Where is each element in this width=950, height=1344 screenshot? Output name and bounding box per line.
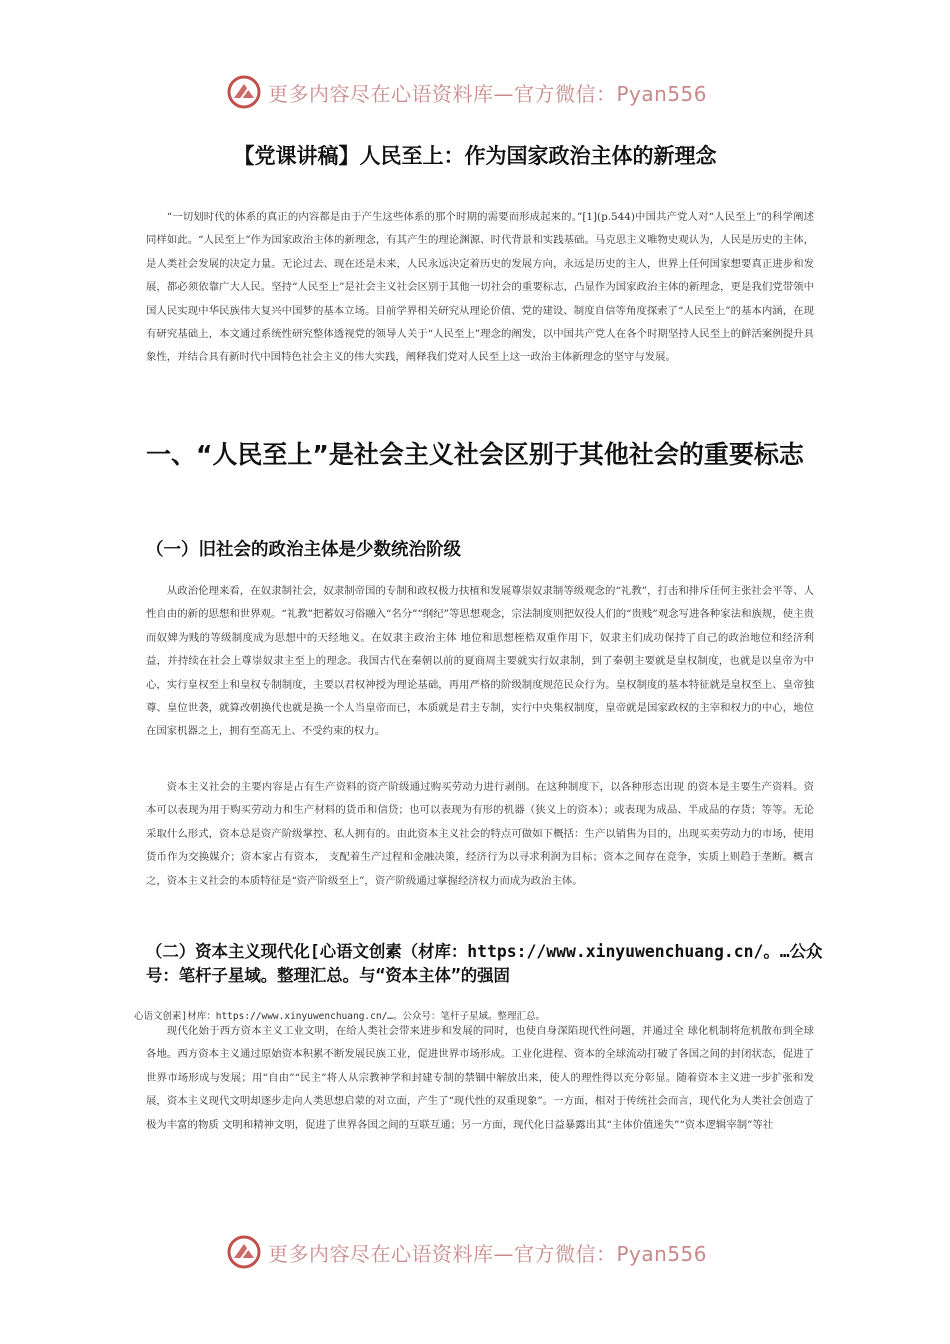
- watermark-note: 心语文创素]材库：https://www.xinyuwenchuang.cn/…。公众号：笔杆子星域。整理汇总。: [134, 1011, 546, 1022]
- subsection-1-paragraph-1: 从政治伦理来看，在奴隶制社会，奴隶制帝国的专制和政权极力扶植和发展尊崇奴隶制等级观念的“礼教”，打击和排斥任何主张社会平等、人性自由的新的思想和世界观。“礼教”把蓄奴习俗融入“名分”“纲纪”等思想观念，宗法制度则把奴役人们的“贵贱”观念写进各种家法和族规，使主贵而奴婢为贱的等级制度成为思想中的天经地义。在奴隶主政治主体 地位和思想桎梏双重作用下，奴隶主们成功保持了自己的政治地位和经济利益，并持续在社会上尊崇奴隶主至上的理念。我国古代在秦朝以前的夏商周主要就实行奴隶制，到了秦朝主要就是皇权制度，也就是以皇帝为中心，实行皇权至上和皇权专制制度，主要以君权神授为理论基础，再用严格的阶级制度规范民众行为。皇权制度的基本特征就是皇权至上、皇帝独尊、皇位世袭，就算改朝换代也就是换一个人当皇帝而已，本质就是君主专制，实行中央集权制度，皇帝就是国家政权的主宰和权力的中心，地位在国家机器之上，拥有至高无上、不受约束的权力。: [146, 585, 814, 738]
- book-pen-logo-icon: [226, 1234, 262, 1270]
- intro-paragraph: “一切划时代的体系的真正的内容都是由于产生这些体系的那个时期的需要而形成起来的。”[1](p.544)中国共产党人对“人民至上”的科学阐述同样如此。“人民至上”作为国家政治主体的新理念，有其产生的理论渊源、时代背景和实践基础。马克思主义唯物史观认为，人民是历史的主体，是人类社会发展的决定力量。无论过去、现在还是未来，人民永远决定着历史的发展方向，永远是历史的主人，世界上任何国家想要真正进步和发展，都必须依靠广大人民。坚持“人民至上”是社会主义社会区别于其他一切社会的重要标志，凸显作为国家政治主体的新理念，更是我们党带领中国人民实现中华民族伟大复兴中国梦的基本立场。目前学界相关研究从理论价值、党的建设、制度自信等角度探索了“人民至上”的基本内涵，在现有研究基础上，本文通过系统性研究整体透视党的领导人关于“人民至上”理念的阐发，以中国共产党人在各个时期坚持人民至上的鲜活案例提升具象性，并结合具有新时代中国特色社会主义的伟大实践，阐释我们党对人民至上这一政治主体新理念的坚守与发展。: [146, 211, 814, 364]
- subsection-1-paragraph-2: 资本主义社会的主要内容是占有生产资料的资产阶级通过购买劳动力进行剥削。在这种制度下，以各种形态出现 的资本是主要生产资料。资本可以表现为用于购买劳动力和生产材料的货币和信贷；也可以表现为有形的机器（狭义上的资本）；或表现为成品、半成品的存货；等等。无论采取什么形式，资本总是资产阶级掌控、私人拥有的。由此资本主义社会的特点可做如下概括：生产以销售为目的，出现买卖劳动力的市场，使用货币作为交换媒介；资本家占有资本， 支配着生产过程和金融决策，经济行为以寻求利润为目标；资本之间存在竞争，实质上则趋于垄断。概言之，资本主义社会的本质特征是“资产阶级至上”，资产阶级通过掌握经济权力而成为政治主体。: [146, 781, 814, 887]
- subsection-2-heading: （二）资本主义现代化[心语文创素（材库：https://www.xinyuwenchuang.cn/。…公众号：笔杆子星域。整理汇总。与“资本主体”的强固: [146, 942, 823, 985]
- footer-banner-text: 更多内容尽在心语资料库—官方微信：Pyan556: [268, 1241, 708, 1266]
- header-banner: [226, 72, 726, 112]
- subsection-1-heading: （一）旧社会的政治主体是少数统治阶级: [146, 540, 461, 560]
- section-1-heading: 一、“人民至上”是社会主义社会区别于其他社会的重要标志: [146, 440, 804, 469]
- book-pen-logo-icon: [226, 74, 262, 110]
- document-title: 【党课讲稿】人民至上：作为国家政治主体的新理念: [233, 144, 717, 168]
- subsection-2-paragraph: 现代化始于西方资本主义工业文明，在给人类社会带来进步和发展的同时，也使自身深陷现代性问题，并通过全 球化机制将危机散布到全球各地。西方资本主义通过原始资本积累不断发展民族工业，促进世界市场形成。工业化进程、资本的全球流动打破了各国之间的封闭状态，促进了世界市场形成与发展；用“自由”“民主”将人从宗教神学和封建专制的禁锢中解放出来，使人的理性得以充分彰显。随着资本主义进一步扩张和发展，资本主义现代文明却逐步走向人类思想启蒙的对立面，产生了“现代性的双重现象”。一方面，相对于传统社会而言，现代化为人类社会创造了极为丰富的物质 文明和精神文明，促进了世界各国之间的互联互通；另一方面，现代化日益暴露出其“主体价值迷失”“资本逻辑宰制”等社: [146, 1025, 814, 1131]
- header-banner-text: 更多内容尽在心语资料库—官方微信：Pyan556: [268, 81, 708, 106]
- footer-banner: [226, 1232, 726, 1272]
